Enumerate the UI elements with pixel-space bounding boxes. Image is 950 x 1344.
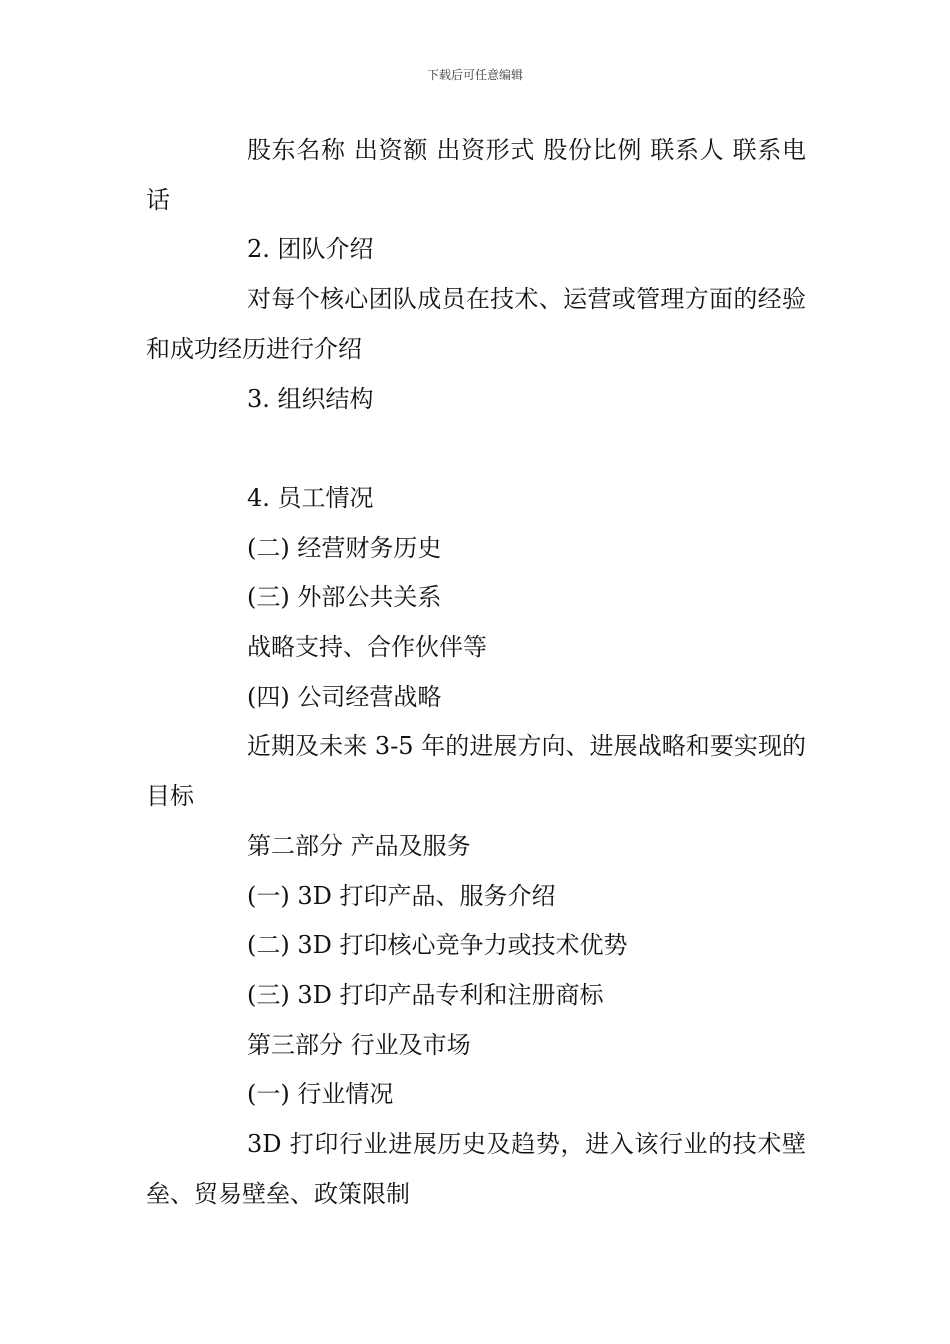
document-body: [146, 126, 806, 1219]
heading-staff: 4. 员工情况: [247, 483, 374, 512]
heading-part-three: 第三部分 行业及市场: [247, 1030, 471, 1059]
paragraph-partners: 战略支持、合作伙伴等: [247, 633, 487, 662]
heading-financial-history: (二) 经营财务历史: [247, 533, 442, 562]
heading-industry: (一) 行业情况: [247, 1080, 394, 1109]
page-header: 下载后可任意编辑: [426, 68, 523, 82]
heading-public-relations: (三) 外部公共关系: [247, 583, 442, 612]
heading-core-competence: (二) 3D 打印核心竞争力或技术优势: [247, 931, 628, 960]
paragraph-team-description: 对每个核心团队成员在技术、运营或管理方面的经验和成功经历进行介绍: [146, 285, 806, 363]
heading-product-intro: (一) 3D 打印产品、服务介绍: [247, 881, 556, 910]
paragraph-industry-trends: 3D 打印行业进展历史及趋势，进入该行业的技术壁垒、贸易壁垒、政策限制: [146, 1130, 806, 1208]
heading-business-strategy: (四) 公司经营战略: [247, 682, 442, 711]
heading-part-two: 第二部分 产品及服务: [247, 831, 471, 860]
heading-team-intro: 2. 团队介绍: [247, 235, 374, 264]
paragraph-shareholder-columns: 股东名称 出资额 出资形式 股份比例 联系人 联系电话: [146, 136, 806, 214]
blank-line: [146, 424, 806, 474]
heading-patents: (三) 3D 打印产品专利和注册商标: [247, 980, 604, 1009]
paragraph-strategy-goals: 近期及未来 3-5 年的进展方向、进展战略和要实现的目标: [146, 732, 806, 811]
heading-org-structure: 3. 组织结构: [247, 384, 374, 413]
